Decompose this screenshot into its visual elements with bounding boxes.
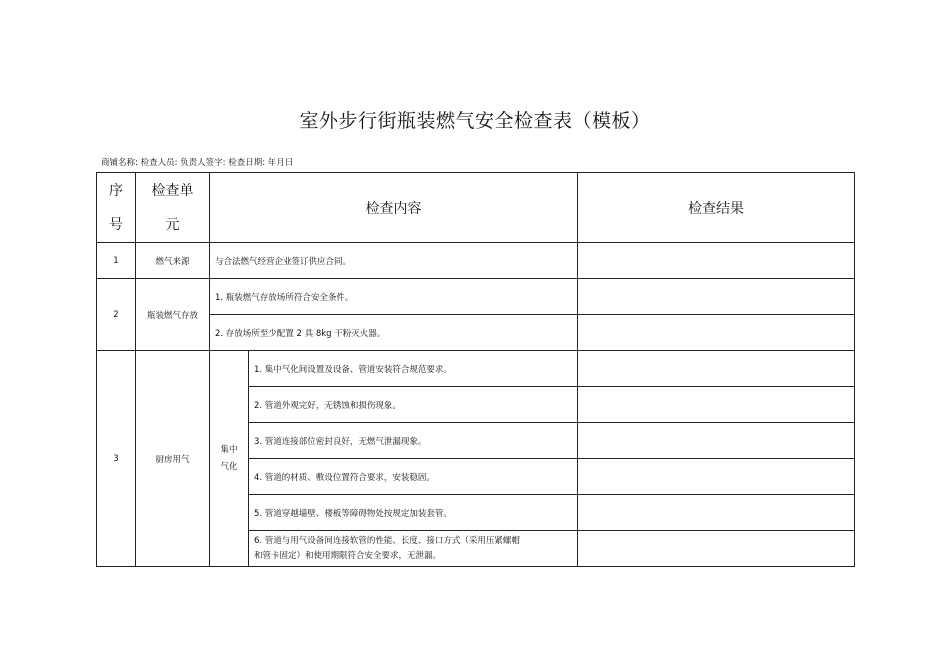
header-seq: 序 号 xyxy=(97,173,136,243)
result-cell[interactable] xyxy=(578,495,855,531)
table-row xyxy=(97,243,855,279)
inspection-table xyxy=(96,172,855,567)
result-cell[interactable] xyxy=(578,351,855,387)
row-unit: 厨房用气 xyxy=(136,351,210,567)
row-unit: 燃气来源 xyxy=(136,243,210,279)
result-cell[interactable] xyxy=(578,315,855,351)
row-content: 4. 管道的材质、敷设位置符合要求，安装稳固。 xyxy=(249,459,578,495)
row-content: 3. 管道连接部位密封良好，无燃气泄漏现象。 xyxy=(249,423,578,459)
row-seq: 2 xyxy=(97,279,136,351)
sub-unit: 集中 气化 xyxy=(210,351,249,567)
row-unit: 瓶装燃气存放 xyxy=(136,279,210,351)
header-result: 检查结果 xyxy=(578,173,855,243)
row-content: 与合法燃气经营企业签订供应合同。 xyxy=(210,243,578,279)
row-content: 2. 管道外观完好，无锈蚀和损伤现象。 xyxy=(249,387,578,423)
row-content: 1. 集中气化间设置及设备、管道安装符合规范要求。 xyxy=(249,351,578,387)
result-cell[interactable] xyxy=(578,387,855,423)
table-row xyxy=(97,315,855,351)
header-content: 检查内容 xyxy=(210,173,578,243)
row-content: 6. 管道与用气设备间连接软管的性能、长度、接口方式（采用压紧螺帽 和管卡固定）和使用期限符合安全要求，无泄漏。 xyxy=(249,531,578,567)
header-unit: 检查单 元 xyxy=(136,173,210,243)
result-cell[interactable] xyxy=(578,279,855,315)
result-cell[interactable] xyxy=(578,459,855,495)
result-cell[interactable] xyxy=(578,423,855,459)
row-content: 1. 瓶装燃气存放场所符合安全条件。 xyxy=(210,279,578,315)
form-meta-line: 商铺名称: 检查人员: 负责人签字: 检查日期: 年月日 xyxy=(101,158,294,168)
row-seq: 1 xyxy=(97,243,136,279)
row-content: 2. 存放场所至少配置 2 具 8kg 干粉灭火器。 xyxy=(210,315,578,351)
page-title: 室外步行街瓶装燃气安全检查表（模板） xyxy=(299,110,651,132)
result-cell[interactable] xyxy=(578,243,855,279)
result-cell[interactable] xyxy=(578,531,855,567)
row-seq: 3 xyxy=(97,351,136,567)
table-header-row xyxy=(97,173,855,243)
table-row xyxy=(97,351,855,387)
table-row xyxy=(97,279,855,315)
row-content: 5. 管道穿越墙壁、楼板等障碍物处按规定加装套管。 xyxy=(249,495,578,531)
